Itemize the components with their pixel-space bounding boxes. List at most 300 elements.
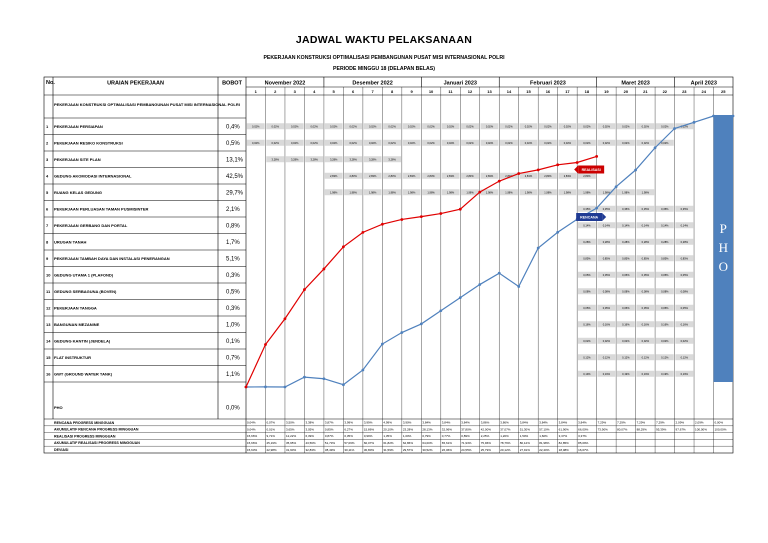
row-bobot: 5,1%	[226, 256, 240, 263]
summary-value: 0,79%	[422, 434, 431, 439]
bar-cell-value: 0,02%	[291, 125, 299, 129]
summary-label: REALISASI PROGRESS MINGGUAN	[54, 434, 116, 439]
summary-value: 1,00%	[402, 434, 412, 439]
summary-value: 15,66%	[247, 441, 258, 445]
summary-value: 100,00%	[695, 427, 707, 432]
bar-cell-value: 0,35%	[641, 207, 650, 211]
bar-cell-value: 2,83%	[329, 174, 338, 178]
bar-cell-value: 0,12%	[583, 356, 591, 360]
summary-value: 0,85%	[324, 427, 334, 432]
week-number: 19	[604, 89, 609, 94]
bar-cell-value: 3,28%	[271, 158, 279, 162]
rencana-point	[303, 376, 306, 379]
bar-cell-value: 0,02%	[446, 141, 455, 145]
row-bobot: 1,0%	[226, 322, 240, 329]
uraian-header: URAIAN PEKERJAAN	[107, 80, 164, 87]
rencana-point	[517, 285, 520, 288]
realisasi-point	[420, 215, 423, 218]
bar-cell-value: 0,02%	[661, 125, 669, 129]
realisasi-point	[595, 155, 598, 158]
row-bobot: 13,1%	[226, 157, 244, 164]
bar-cell-value: 3,28%	[349, 158, 357, 162]
bar-cell-value: 1,98%	[505, 191, 513, 195]
bar-cell-value: 0,05%	[622, 306, 630, 310]
row-number: 2	[46, 140, 49, 146]
summary-value: 1,20%	[500, 434, 509, 439]
summary-value: 3,37%	[578, 434, 587, 439]
week-number: 17	[565, 89, 570, 94]
bar-cell-value: 0,28%	[602, 240, 611, 244]
summary-value: 3,99%	[344, 420, 353, 425]
bar-cell-value: 0,85%	[661, 257, 669, 261]
bar-cell-value: 0,02%	[524, 125, 533, 129]
summary-value: 65,61%	[441, 441, 452, 445]
bar-cell-value: 0,16%	[641, 323, 650, 327]
rencana-point	[498, 272, 501, 275]
bar-cell-value: 2,83%	[524, 174, 533, 178]
row-number: 9	[46, 255, 49, 261]
bar-cell-value: 2,83%	[407, 174, 416, 178]
bar-cell-value: 0,02%	[661, 141, 669, 145]
bar-cell-value: 2,83%	[583, 174, 591, 178]
pho-bobot: 0,0%	[226, 405, 240, 412]
bar-cell-value: 0,02%	[388, 141, 396, 145]
bar-cell-value: 1,98%	[329, 191, 338, 195]
summary-value: 2,09%	[675, 420, 685, 425]
bar-cell-value: 0,14%	[680, 224, 688, 228]
bar-cell-value: 0,85%	[641, 257, 650, 261]
summary-value: 0,99%	[363, 434, 373, 439]
bar-cell-value: 0,02%	[252, 141, 260, 145]
realisasi-point	[381, 223, 384, 226]
summary-value: 3,38%	[305, 420, 314, 425]
pho-letter: H	[718, 240, 728, 255]
bar-cell-value: 0,02%	[427, 141, 435, 145]
row-bobot: 0,5%	[226, 289, 240, 296]
row-item-name: PEKERJAAN GERBANG DAN PORTAL	[54, 222, 128, 228]
bar-cell-value: 0,02%	[602, 141, 611, 145]
week-number: 20	[623, 89, 629, 94]
bar-cell-value: 0,12%	[622, 356, 630, 360]
bar-cell-value: 1,98%	[427, 191, 435, 195]
summary-value: 18,08%	[558, 447, 569, 452]
summary-value: 22,40%	[539, 447, 550, 452]
summary-value: 32,83%	[305, 447, 316, 452]
row-number: 5	[46, 189, 49, 195]
month-label: Januari 2023	[443, 80, 477, 87]
bar-cell-value: 1,98%	[563, 191, 572, 195]
bar-cell-value: 0,02%	[271, 141, 279, 145]
summary-value: 37,07%	[500, 427, 511, 432]
summary-value: 3,86%	[480, 420, 490, 425]
bar-cell-value: 1,98%	[641, 191, 650, 195]
bobot-header: BOBOT	[222, 80, 242, 87]
summary-value: 82,85%	[558, 441, 569, 445]
bar-cell-value: 0,05%	[661, 306, 669, 310]
week-number: 11	[448, 89, 453, 94]
bar-cell-value: 1,98%	[388, 191, 396, 195]
bar-cell-value: 0,28%	[583, 240, 591, 244]
bar-cell-value: 0,02%	[641, 339, 650, 343]
row-item-name: GEDUNG UTAMA 1 (PLAFOND)	[54, 272, 114, 278]
bar-cell-value: 0,02%	[583, 339, 591, 343]
no-header: No.	[46, 80, 55, 86]
summary-value: 37,80%	[461, 427, 472, 432]
realisasi-point	[556, 163, 559, 166]
rencana-point	[439, 309, 442, 312]
row-item-name: PEKERJAAN TAMBAH DAYA DAN INSTALASI PENERANGAN	[54, 255, 170, 261]
row-bobot: 29,7%	[226, 190, 244, 197]
bar-cell-value: 0,08%	[680, 290, 688, 294]
bar-cell-value: 0,14%	[641, 224, 650, 228]
summary-value: 43,56%	[305, 441, 316, 445]
summary-value: 60,07%	[363, 441, 375, 445]
rencana-point	[284, 386, 287, 389]
bar-cell-value: 0,12%	[641, 356, 650, 360]
summary-value: 20,10%	[383, 427, 394, 432]
bar-cell-value: 0,05%	[602, 273, 611, 277]
row-bobot: 42,5%	[226, 173, 244, 180]
row-bobot: 1,7%	[226, 239, 240, 246]
row-number: 15	[46, 354, 51, 360]
summary-value: 22,98%	[266, 447, 277, 452]
bar-cell-value: 0,02%	[583, 125, 591, 129]
rencana-point	[361, 369, 364, 372]
summary-value: 0,04%	[247, 427, 256, 432]
summary-value: 1,50%	[519, 434, 529, 439]
realisasi-point	[576, 161, 579, 164]
summary-value: 85,09%	[578, 441, 589, 445]
summary-value: 15,86%	[363, 427, 375, 432]
week-number: 12	[467, 89, 473, 94]
project-name: PEKERJAAN KONSTRUKSI OPTIMALISASI PEMBANGUNAN PUSAT MISI INTERNASIONAL POLRI	[54, 102, 240, 107]
summary-value: 3,84%	[422, 420, 431, 425]
rencana-point	[673, 127, 676, 130]
row-bobot: 0,4%	[226, 124, 240, 131]
summary-label: AKUMULATIF RENCANA PROGRESS MINGGUAN	[54, 427, 139, 432]
bar-cell-value: 0,02%	[505, 125, 513, 129]
bar-cell-value: 0,35%	[622, 207, 630, 211]
summary-value: 31,59%	[383, 447, 394, 452]
summary-label: DEVIASI	[54, 448, 69, 452]
summary-value: 0,01%	[266, 427, 275, 432]
row-number: 14	[46, 338, 51, 344]
bar-cell-value: 1,98%	[407, 191, 416, 195]
summary-value: 27,91%	[519, 447, 530, 452]
summary-value: 3,37%	[558, 434, 568, 439]
bar-cell-value: 0,02%	[446, 125, 455, 129]
bar-cell-value: 0,19%	[583, 372, 591, 376]
bar-cell-value: 0,85%	[583, 257, 591, 261]
rencana-point	[537, 247, 540, 250]
bar-cell-value: 0,19%	[661, 372, 669, 376]
bar-cell-value: 0,02%	[524, 141, 533, 145]
bar-cell-value: 0,08%	[622, 290, 630, 294]
week-number: 23	[682, 89, 687, 94]
realisasi-point	[478, 191, 481, 194]
summary-label: AKUMULATIF REALISASI PROGRESS MINGGUAN	[54, 441, 140, 446]
summary-value: 0,07%	[266, 420, 275, 425]
bar-cell-value: 0,28%	[661, 240, 669, 244]
week-number: 22	[662, 89, 668, 94]
summary-value: 88,29%	[636, 427, 647, 432]
summary-value: 32,96%	[441, 427, 452, 432]
bar-cell-value: 0,02%	[622, 125, 630, 129]
row-item-name: GEDUNG SERBAGUNA (BOVEN)	[54, 288, 117, 294]
summary-value: 0,89%	[461, 434, 470, 439]
rencana-point	[342, 383, 345, 386]
page-title: JADWAL WAKTU PELAKSANAAN	[295, 34, 473, 46]
summary-value: 25,79%	[480, 447, 491, 452]
bar-cell-value: 0,19%	[622, 372, 630, 376]
row-item-name: FLAT INSTRUKTUR	[54, 354, 92, 360]
month-label: Desember 2022	[352, 80, 393, 87]
summary-value: 24,55%	[461, 447, 472, 452]
summary-value: 29,57%	[402, 447, 414, 452]
bar-cell-value: 0,05%	[680, 273, 688, 277]
bar-cell-value: 0,02%	[407, 125, 416, 129]
bar-cell-value: 0,35%	[602, 207, 611, 211]
summary-value: 97,67%	[675, 427, 686, 432]
bar-cell-value: 0,02%	[661, 339, 669, 343]
summary-value: 26,06%	[441, 447, 452, 452]
summary-value: 3,50%	[285, 420, 295, 425]
summary-value: 51,73%	[324, 441, 336, 445]
bar-cell-value: 0,02%	[466, 141, 474, 145]
pho-name: PHO	[54, 405, 63, 410]
bar-cell-value: 1,98%	[485, 191, 494, 195]
summary-value: 3,84%	[441, 420, 451, 425]
row-bobot: 0,8%	[226, 223, 240, 230]
page-subtitle: PEKERJAAN KONSTRUKSI OPTIMALISASI PEMBANGUNAN PUSAT MISI INTERNASIONAL POLRI	[263, 55, 505, 61]
summary-value: 38,49%	[324, 447, 336, 452]
summary-value: 12,22%	[285, 434, 297, 439]
summary-value: 0,77%	[441, 434, 451, 439]
bar-cell-value: 0,02%	[368, 125, 377, 129]
summary-value: 35,95%	[285, 441, 297, 445]
row-number: 8	[46, 239, 49, 245]
week-number: 4	[313, 89, 316, 94]
pho-letter: P	[719, 221, 727, 236]
row-item-name: GWT (GROUND WATER TANK)	[54, 371, 113, 377]
bar-cell-value: 0,02%	[622, 141, 630, 145]
bar-cell-value: 1,98%	[446, 191, 455, 195]
week-number: 5	[332, 89, 335, 94]
summary-value: 73,90%	[597, 427, 608, 432]
bar-cell-value: 2,83%	[485, 174, 494, 178]
row-bobot: 0,3%	[226, 305, 240, 312]
summary-value: 3,65%	[285, 427, 295, 432]
row-item-name: PEKERJAAN PERSIAPAN	[54, 123, 103, 129]
bar-cell-value: 2,83%	[388, 174, 396, 178]
summary-value: 4,99%	[383, 420, 392, 425]
row-item-name: URUGAN TANAH	[54, 239, 87, 245]
bar-cell-value: 0,85%	[680, 257, 688, 261]
bar-cell-value: 0,05%	[622, 273, 630, 277]
bar-cell-value: 0,19%	[602, 372, 611, 376]
realisasi-point	[284, 317, 287, 320]
rencana-point	[264, 385, 267, 388]
bar-cell-value: 0,14%	[661, 224, 669, 228]
rencana-point	[693, 121, 696, 124]
bar-cell-value: 0,85%	[622, 257, 630, 261]
bar-cell-value: 3,28%	[329, 158, 338, 162]
summary-value: 2,09%	[695, 420, 704, 425]
bar-cell-value: 1,98%	[524, 191, 533, 195]
bar-cell-value: 0,16%	[661, 323, 669, 327]
pho-letter: O	[718, 259, 728, 274]
bar-cell-value: 0,02%	[544, 141, 552, 145]
summary-value: 25,19%	[266, 441, 277, 445]
bar-cell-value: 0,05%	[661, 273, 669, 277]
bar-cell-value: 0,02%	[349, 125, 357, 129]
bar-cell-value: 0,12%	[661, 356, 669, 360]
row-number: 1	[46, 123, 49, 129]
summary-value: 6,39%	[305, 434, 314, 439]
row-number: 11	[46, 288, 51, 294]
bar-cell-value: 0,14%	[602, 224, 611, 228]
realisasi-point	[303, 288, 306, 291]
bar-cell-value: 0,02%	[485, 125, 494, 129]
bar-cell-value: 0,14%	[583, 224, 591, 228]
bar-cell-value: 1,98%	[602, 191, 611, 195]
row-number: 7	[46, 222, 49, 228]
bar-cell-value: 2,83%	[427, 174, 435, 178]
realisasi-point	[537, 168, 540, 171]
summary-value: 30,52%	[422, 447, 433, 452]
bar-cell-value: 0,35%	[661, 207, 669, 211]
bar-cell-value: 0,02%	[583, 141, 591, 145]
bar-cell-value: 3,28%	[291, 158, 299, 162]
summary-value: 0,00%	[714, 420, 724, 425]
summary-value: 2,25%	[480, 434, 490, 439]
summary-value: 62,86%	[402, 441, 414, 445]
month-label: Februari 2023	[530, 80, 566, 87]
bar-cell-value: 0,14%	[622, 224, 630, 228]
bar-cell-value: 0,05%	[583, 306, 591, 310]
bar-cell-value: 0,02%	[329, 125, 338, 129]
bar-cell-value: 1,98%	[349, 191, 357, 195]
summary-value: 61,90%	[558, 427, 569, 432]
bar-cell-value: 0,12%	[680, 356, 688, 360]
bar-cell-value: 0,02%	[291, 141, 299, 145]
bar-cell-value: 2,83%	[349, 174, 357, 178]
bar-cell-value: 0,35%	[583, 207, 591, 211]
week-number: 18	[584, 89, 590, 94]
summary-value: 7,29%	[617, 420, 626, 425]
bar-cell-value: 1,98%	[466, 191, 474, 195]
realisasi-point	[323, 268, 326, 271]
bar-cell-value: 0,05%	[641, 306, 650, 310]
table-border	[44, 77, 733, 453]
bar-cell-value: 1,98%	[368, 191, 377, 195]
bar-cell-value: 0,28%	[641, 240, 650, 244]
summary-value: 3,05%	[305, 427, 314, 432]
rencana-point	[595, 207, 598, 210]
row-number: 6	[46, 206, 49, 212]
week-number: 9	[410, 89, 413, 94]
summary-value: 57,10%	[539, 427, 550, 432]
row-bobot: 0,5%	[226, 140, 240, 147]
bar-cell-value: 0,16%	[583, 323, 591, 327]
row-item-name: PEKERJAAN TANGGA	[54, 305, 97, 311]
realisasi-point	[245, 386, 248, 389]
bar-cell-value: 1,98%	[544, 191, 552, 195]
summary-value: 64,00%	[422, 441, 433, 445]
bar-cell-value: 3,28%	[388, 158, 396, 162]
week-number: 3	[293, 89, 296, 94]
row-item-name: PEKERJAAN SITE PLAN	[54, 156, 101, 162]
summary-value: 3,84%	[461, 420, 470, 425]
row-item-name: GEDUNG AKOMODASI INTERNASIONAL	[54, 173, 132, 179]
summary-label: RENCANA PROGRESS MINGGUAN	[54, 420, 115, 425]
bar-cell-value: 0,16%	[680, 323, 688, 327]
week-number: 2	[274, 89, 277, 94]
bar-cell-value: 0,02%	[641, 125, 650, 129]
bar-cell-value: 2,83%	[544, 174, 552, 178]
realisasi-point	[498, 180, 501, 183]
row-item-name: GEDUNG KANTIN (JENDELA)	[54, 338, 111, 344]
bar-cell-value: 2,83%	[466, 174, 474, 178]
summary-value: 6,27%	[344, 427, 353, 432]
bar-cell-value: 0,02%	[602, 339, 611, 343]
row-item-name: BANGUNAN MEZANINE	[54, 321, 100, 327]
row-bobot: 2,1%	[226, 206, 240, 213]
row-item-name: RUANG KELAS GEDUNG	[54, 189, 103, 195]
bar-cell-value: 2,83%	[563, 174, 572, 178]
summary-value: 15,66%	[247, 434, 258, 439]
bar-cell-value: 0,02%	[622, 339, 630, 343]
bar-cell-value: 0,02%	[680, 339, 688, 343]
bar-cell-value: 0,08%	[602, 290, 611, 294]
bar-cell-value: 3,28%	[368, 158, 377, 162]
rencana-point	[654, 146, 657, 149]
realisasi-point	[400, 218, 403, 221]
bar-cell-value: 0,02%	[310, 141, 318, 145]
bar-cell-value: 0,02%	[544, 125, 552, 129]
summary-value: 3,99%	[363, 420, 373, 425]
month-label: April 2023	[690, 80, 717, 87]
week-number: 7	[371, 89, 374, 94]
bar-cell-value: 0,02%	[368, 141, 377, 145]
bar-cell-value: 2,83%	[505, 174, 513, 178]
bar-cell-value: 0,05%	[641, 273, 650, 277]
realisasi-point	[264, 343, 267, 346]
rencana-point	[615, 185, 618, 188]
row-number: 3	[46, 156, 49, 162]
bar-cell-value: 2,83%	[446, 174, 455, 178]
bar-cell-value: 0,28%	[622, 240, 630, 244]
realisasi-point	[342, 245, 345, 248]
row-item-name: PEKERJAAN RESIKO KONSTRUKSI	[54, 140, 123, 146]
rencana-arrow	[602, 213, 606, 221]
bar-cell-value: 0,02%	[680, 125, 688, 129]
summary-value: 23,28%	[402, 427, 414, 432]
week-number: 25	[721, 89, 726, 94]
bar-cell-value: 0,02%	[407, 141, 416, 145]
summary-value: 31,90%	[285, 447, 297, 452]
bar-cell-value: 0,28%	[680, 240, 688, 244]
week-number: 8	[390, 89, 394, 94]
summary-value: 9,71%	[266, 434, 275, 439]
summary-value: 16,07%	[578, 447, 589, 452]
summary-value: 80,07%	[617, 427, 628, 432]
bar-cell-value: 0,02%	[252, 125, 260, 129]
summary-value: 20,12%	[500, 447, 511, 452]
rencana-point	[400, 331, 403, 334]
realisasi-point	[361, 231, 364, 234]
bar-cell-value: 0,08%	[583, 290, 591, 294]
